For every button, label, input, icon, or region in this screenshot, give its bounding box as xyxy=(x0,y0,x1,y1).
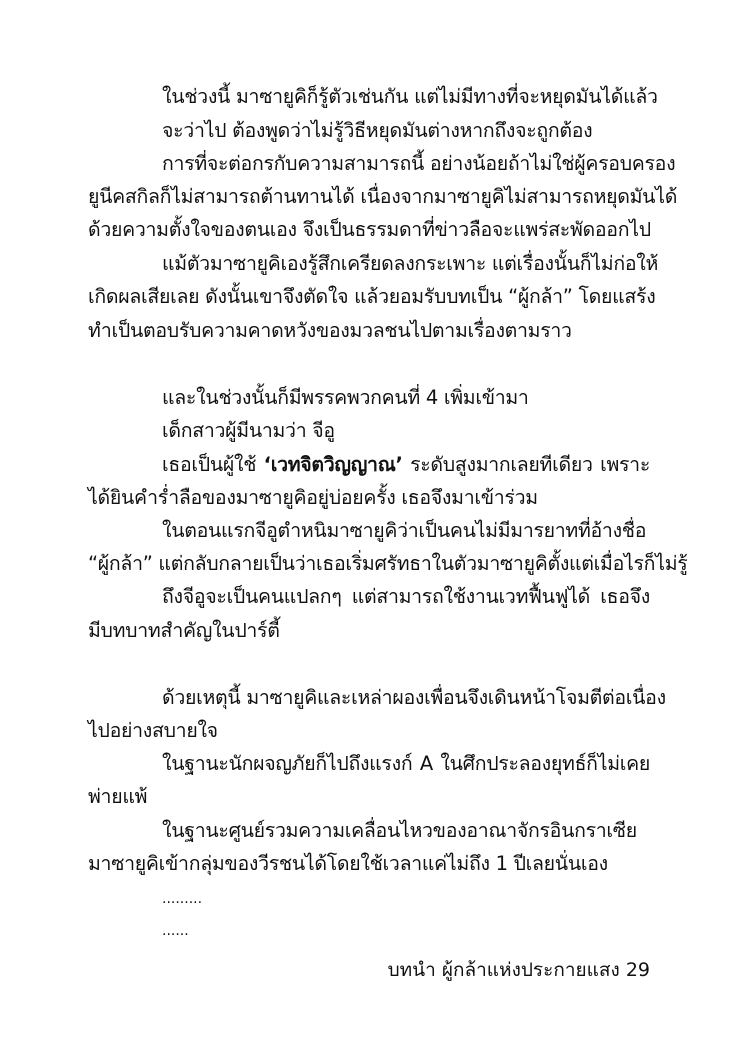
paragraph-line: ในฐานะศูนย์รวมความเคลื่อนไหวของอาณาจักรอินกราเซีย xyxy=(162,819,637,842)
chapter-title: บทนำ ผู้กล้าแห่งประกายแสง xyxy=(387,959,620,981)
paragraph-line: มาซายูคิเข้ากลุ่มของวีรชนได้โดยใช้เวลาแค่ไม่ถึง 1 ปีเลยนั่นเอง xyxy=(88,852,608,875)
paragraph-line: เกิดผลเสียเลย ดังนั้นเขาจึงตัดใจ แล้วยอมรับบทเป็น “ผู้กล้า” โดยแสร้ง xyxy=(88,285,656,308)
paragraph-line: ถึงจีอูจะเป็นคนแปลกๆ แต่สามารถใช้งานเวทฟื้นฟูได้ เธอจึง xyxy=(162,585,650,608)
spell-name-bold: ‘เวทจิตวิญญาณ’ xyxy=(263,453,403,476)
paragraph-line: มีบทบาทสำคัญในปาร์ตี้ xyxy=(88,619,280,642)
paragraph-line: ด้วยความตั้งใจของตนเอง จึงเป็นธรรมดาที่ข่าวลือจะแพร่สะพัดออกไป xyxy=(88,218,651,241)
paragraph-line: ในช่วงนี้ มาซายูคิก็รู้ตัวเช่นกัน แต่ไม่มีทางที่จะหยุดมันได้แล้ว xyxy=(162,85,658,108)
paragraph-line: การที่จะต่อกรกับความสามารถนี้ อย่างน้อยถ้าไม่ใช่ผู้ครอบครอง xyxy=(162,152,676,175)
paragraph-line: แม้ตัวมาซายูคิเองรู้สึกเครียดลงกระเพาะ แต่เรื่องนั้นก็ไม่ก่อให้ xyxy=(162,252,659,275)
paragraph-line: ด้วยเหตุนี้ มาซายูคิและเหล่าผองเพื่อนจึงเดินหน้าโจมตีต่อเนื่อง xyxy=(162,686,666,709)
page-footer xyxy=(388,955,650,985)
text-run: เธอเป็นผู้ใช้ xyxy=(162,453,264,476)
page-number: 29 xyxy=(625,959,650,981)
paragraph-line: จะว่าไป ต้องพูดว่าไม่รู้วิธีหยุดมันต่างหากถึงจะถูกต้อง xyxy=(162,119,593,142)
paragraph-line: ยูนีคสกิลก็ไม่สามารถต้านทานได้ เนื่องจากมาซายูคิไม่สามารถหยุดมันได้ xyxy=(88,185,678,208)
ellipsis-line: ...... xyxy=(162,923,189,939)
paragraph-line: เด็กสาวผู้มีนามว่า จีอู xyxy=(162,419,335,442)
paragraph-line: “ผู้กล้า” แต่กลับกลายเป็นว่าเธอเริ่มศรัทธาในตัวมาซายูคิตั้งแต่เมื่อไรก็ไม่รู้ xyxy=(88,552,688,575)
paragraph-line xyxy=(162,448,650,482)
paragraph-line: ทำเป็นตอบรับความคาดหวังของมวลชนไปตามเรื่องตามราว xyxy=(88,319,572,342)
paragraph-line: ในฐานะนักผจญภัยก็ไปถึงแรงก์ A ในศึกประลองยุทธ์ก็ไม่เคย xyxy=(162,752,650,775)
paragraph-line: และในช่วงนั้นก็มีพรรคพวกคนที่ 4 เพิ่มเข้ามา xyxy=(162,386,529,409)
text-run: ระดับสูงมากเลยทีเดียว เพราะ xyxy=(402,453,650,476)
paragraph-line: ไปอย่างสบายใจ xyxy=(88,719,218,742)
paragraph-line: พ่ายแพ้ xyxy=(88,785,148,808)
paragraph-line: ได้ยินคำร่ำลือของมาซายูคิอยู่บ่อยครั้ง เธอจึงมาเข้าร่วม xyxy=(88,486,538,509)
ellipsis-line: ......... xyxy=(162,891,203,907)
paragraph-line: ในตอนแรกจีอูตำหนิมาซายูคิว่าเป็นคนไม่มีมารยาทที่อ้างชื่อ xyxy=(162,519,647,542)
